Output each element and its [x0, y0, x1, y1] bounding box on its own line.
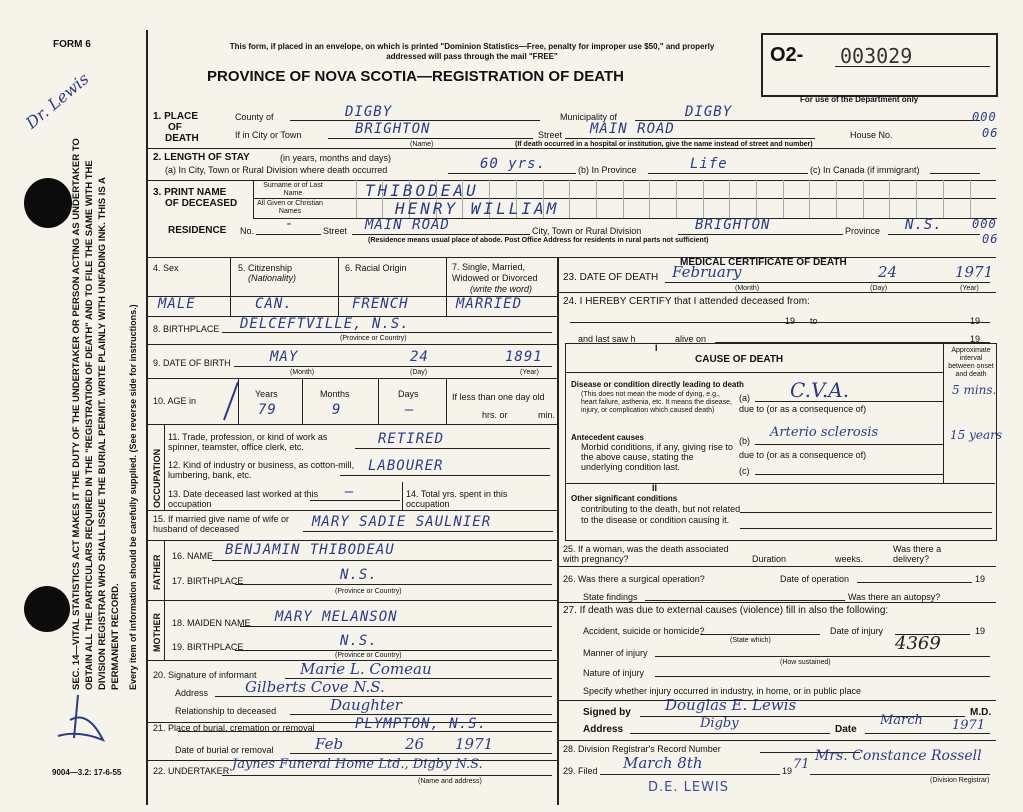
mail-notice: This form, if placed in an envelope, on which is printed "Dominion Statistics—Free, penalty for improper use $50," and properly addressed will pass through the mail "FREE" — [229, 42, 715, 61]
given-names-value: HENRY WILLIAM — [395, 199, 560, 218]
informant-address: Gilberts Cove N.S. — [245, 678, 385, 696]
side-warning: SEC. 14—VITAL STATISTICS ACT MAKES IT THE DUTY OF THE UNDERTAKER OR PERSON ACTING AS UNDERTAKER TO OBTAIN ALL THE PARTICULARS REQUIRED IN THE "REGISTRATION OF DEATH" AND TO FILE THE SAME WITH THE DIVISION REGISTRAR WHO SHALL ISSUE THE BURIAL PERMIT. WRITE PLAINLY WITH UNFADING INK. THIS IS A PERMANENT RECORD. — [71, 138, 121, 690]
residence-city-value: BRIGHTON — [695, 217, 771, 233]
reg-prefix: O2- — [770, 44, 804, 66]
manner-code: 4369 — [895, 633, 941, 654]
surname-value: THIBODEAU — [365, 181, 479, 200]
burial-day: 26 — [405, 735, 425, 753]
dob-day-value: 24 — [410, 349, 429, 365]
age-months-value: 9 — [332, 402, 342, 418]
registrar-signature: Mrs. Constance Rossell — [815, 748, 982, 764]
footer-code: 9004—3.2: 17-6-55 — [52, 768, 122, 777]
birthplace-value: DELCEFTVILLE, N.S. — [240, 316, 410, 332]
stay-province-value: Life — [690, 156, 728, 172]
residence-street-value: MAIN ROAD — [365, 217, 450, 233]
cause-b-interval: 15 years — [950, 428, 1003, 442]
side-note: Every item of information should be carefully supplied. (See reverse side for instructions.) — [128, 304, 138, 690]
spouse-value: MARY SADIE SAULNIER — [312, 514, 492, 530]
physician-address: Digby — [700, 716, 739, 731]
cause-b-value: Arterio sclerosis — [770, 425, 879, 440]
trade-value: RETIRED — [378, 431, 445, 447]
burial-year: 1971 — [455, 735, 494, 753]
municipality-value: DIGBY — [685, 104, 733, 120]
residence-province-value: N.S. — [905, 217, 943, 233]
father-birthplace-value: N.S. — [340, 567, 378, 583]
form-number: FORM 6 — [53, 39, 91, 50]
reg-number: 003029 — [840, 44, 913, 68]
filed-date: March 8th — [623, 754, 703, 772]
sex-value: MALE — [158, 296, 196, 312]
punch-hole-top — [24, 178, 72, 228]
form-title: PROVINCE OF NOVA SCOTIA—REGISTRATION OF DEATH — [207, 68, 624, 85]
physician-date-year: 1971 — [952, 718, 986, 733]
cause-of-death-title: CAUSE OF DEATH — [695, 354, 784, 365]
father-name-value: BENJAMIN THIBODEAU — [225, 542, 395, 558]
burial-month: Feb — [315, 735, 344, 753]
county-value: DIGBY — [345, 104, 393, 120]
city-value: BRIGHTON — [355, 121, 431, 137]
stay-city-value: 60 yrs. — [480, 156, 547, 172]
citizenship-value: CAN. — [255, 296, 293, 312]
death-day-value: 24 — [878, 263, 898, 281]
occupation-side-label: OCCUPATION — [152, 448, 162, 508]
medical-certificate-title: MEDICAL CERTIFICATE OF DEATH — [680, 257, 847, 268]
undertaker-value: Jaynes Funeral Home Ltd., Digby N.S. — [232, 757, 483, 772]
cause-a-value: C.V.A. — [790, 378, 850, 402]
dob-year-value: 1891 — [505, 349, 543, 365]
informant-relationship: Daughter — [330, 696, 402, 714]
informant-signature: Marie L. Comeau — [300, 660, 432, 678]
death-month-value: February — [672, 263, 742, 281]
registration-of-death-form: FORM 6 This form, if placed in an envelope, on which is printed "Dominion Statistics—Free, penalty for improper use $50," and properly addressed will pass through the mail "FREE" PROVINCE OF NOVA SCOTIA—REGISTRATION OF DEATH O2- 003029 For use of the Department only Dr. Lewis SEC. 14—VITAL STATISTICS ACT MAKES IT THE DUTY OF THE UNDERTAKER OR PERSON ACTING AS UNDERTAKER TO OBTAIN ALL THE PARTICULARS REQUIRED IN THE "REGISTRATION OF DEATH" AND TO FILE THE SAME WITH THE DIVISION REGISTRAR WHO SHALL ISSUE THE BURIAL PERMIT. WRITE PLAINLY WITH UNFADING INK. THIS IS A PERMANENT RECORD. Every item of information should be carefully supplied. (See reverse side for instructions.) 9004—3.2: 17-6-55 1. PLACE OF DEATH County of DIGBY Municipality of DIGBY If in City or Town BRIGHTON (Name) Street MAIN ROAD House No. (If death occurred in a hospital or institution, give the name instead of street and number) 000 06 2. LENGTH OF STAY (in years, months and days) (a) In City, Town or Rural Division where death occurred 60 yrs. (b) In Province Life (c) In Canada (if immigrant) 3. PRINT NAME OF DECEASED Surname or of Last Name All Given or Christian Names THIBODEAU HENRY WILLIAM RESIDENCE No. - Street MAIN ROAD City, Town or Rural Division BRIGHTON Province N.S. (Residence means usual place of abode. Post Office Address for residents in rural parts not sufficient) 000 06 4. Sex 5. Citizenship (Nationality) 6. Racial Origin 7. Single, Married, Widowed or Divorced (write the word) MALE CAN. FRENCH MARRIED 8. BIRTHPLACE DELCEFTVILLE, N.S. (Province or Country) 9. DATE OF BIRTH MAY 24 1891 (Month) (Day) (Year) 10. AGE in Years Months Days 79 9 — If less than one day old hrs. or min. OCCUPATION 11. Trade, profession, or kind of work as spinner, teamster, office clerk, etc. RETIRED 12. Kind of industry or business, as cotton-mill, lumbering, bank, etc. LABOURER 13. Date deceased last worked at this occupation — 14. Total yrs. spent in this occupation 15. If married give name of wife or husband of deceased MARY SADIE SAULNIER FATHER 16. NAME BENJAMIN THIBODEAU 17. BIRTHPLACE N.S. (Province or Country) MOTHER 18. MAIDEN NAME MARY MELANSON 19. BIRTHPLACE N.S. (Province or Country) 20. Signature of informant Marie L. Comeau Address Gilberts Cove N.S. Relationship to deceased Daughter 21. Place of burial, cremation or removal PLYMPTON, N.S. Date of burial or removal Feb 26 1971 22. UNDERTAKER Jaynes Funeral Home Ltd., Digby N.S. (Name and address) MEDICAL CERTIFICATE OF DEATH 23. DATE OF DEATH February 24 1971 (Month) (Day) (Year) 24. I HEREBY CERTIFY that I attended deceased from: 19 to 19 and last saw h alive on 19 CAUSE OF DEATH I Approximate interval between onset and death Disease or condition directly leading to death (This does not mean the mode of dying, e.g., heart failure, asthenia, etc. It means the disease, injury, or complication which caused death) (a) C.V.A. 5 mins. due to (or as a consequence of) Antecedent causes Morbid conditions, if any, giving rise to the above cause, stating the underlying condition last. (b) Arterio sclerosis 15 years due to (or as a consequence of) (c) II Other significant conditions contributing to the death, but not related to the disease or condition causing it. 25. If a woman, was the death associated with pregnancy? Duration weeks. Was there a delivery? 26. Was there a surgical operation? Date of operation 19 State findings Was there an autopsy? 27. If death was due to external causes (violence) fill in also the following: Accident, suicide or homicide? (State which) Date of injury 19 Manner of injury 4369 (How sustained) Nature of injury Specify whether injury occurred in industry, in home, or in public place Signed by Douglas E. Lewis M.D. Address Digby Date March 1971 28. Division Registrar's Record Number 29. Filed March 8th 19 71 Mrs. Constance Rossell (Division Registrar) D.E. LEWIS — [0, 0, 1023, 812]
punch-hole-bottom — [24, 586, 70, 632]
cause-a-interval: 5 mins. — [952, 383, 997, 397]
street-value: MAIN ROAD — [590, 121, 675, 137]
margin-scribble — [48, 690, 118, 750]
dept-use-note: For use of the Department only — [800, 95, 919, 104]
death-year-value: 1971 — [955, 263, 994, 281]
mother-name-value: MARY MELANSON — [275, 609, 398, 625]
margin-doctor-note: Dr. Lewis — [22, 69, 93, 133]
physician-signature: Douglas E. Lewis — [665, 696, 797, 714]
racial-origin-value: FRENCH — [352, 296, 409, 312]
physician-date: March — [880, 713, 923, 728]
industry-value: LABOURER — [368, 458, 444, 474]
filed-year: 71 — [793, 757, 810, 772]
physician-stamp: D.E. LEWIS — [648, 780, 730, 795]
burial-place-value: PLYMPTON, N.S. — [355, 716, 488, 732]
age-bracket-mark — [216, 378, 246, 424]
mother-birthplace-value: N.S. — [340, 633, 378, 649]
age-days-value: — — [405, 402, 415, 418]
dob-month-value: MAY — [270, 349, 299, 365]
age-years-value: 79 — [258, 402, 277, 418]
marital-value: MARRIED — [456, 296, 523, 312]
